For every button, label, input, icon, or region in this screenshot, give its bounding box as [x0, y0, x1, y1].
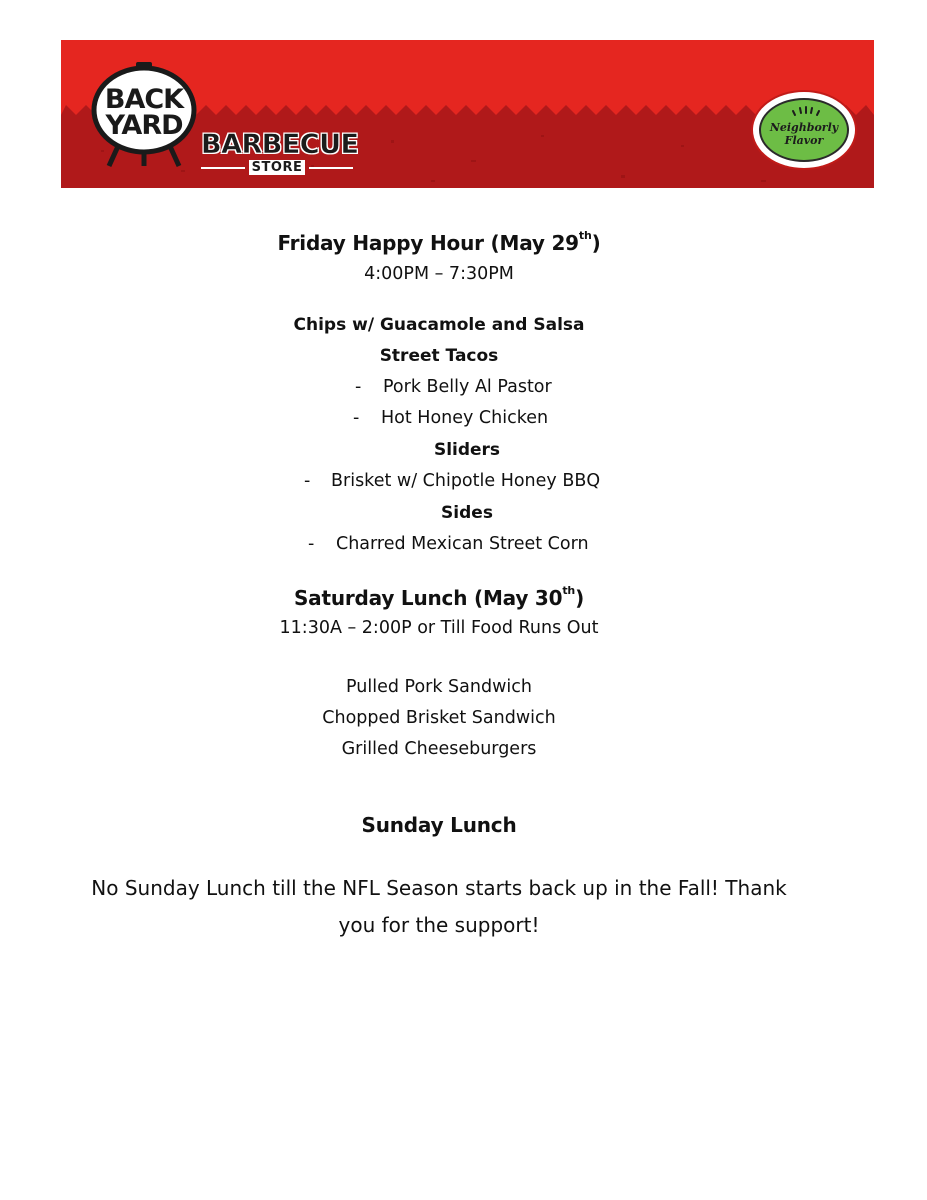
friday-title: Friday Happy Hour (May 29th)	[277, 229, 601, 255]
neighborly-flavor-badge	[753, 92, 855, 168]
list-item: Pulled Pork Sandwich	[346, 677, 532, 697]
list-item: - Hot Honey Chicken	[353, 408, 549, 428]
sunday-note-line2: you for the support!	[338, 913, 540, 937]
sunday-title: Sunday Lunch	[361, 813, 517, 837]
street-tacos-heading: Street Tacos	[379, 346, 499, 366]
logo-text-yard: YARD	[105, 110, 183, 141]
sliders-heading: Sliders	[433, 440, 501, 460]
badge-text-neighborly: Neighborly	[769, 121, 839, 134]
list-item: - Brisket w/ Chipotle Honey BBQ	[304, 471, 601, 491]
store-wordmark	[201, 129, 359, 175]
sunday-note-line1: No Sunday Lunch till the NFL Season starts back up in the Fall! Thank	[91, 876, 787, 900]
list-item: Chopped Brisket Sandwich	[322, 708, 556, 728]
friday-chips-item: Chips w/ Guacamole and Salsa	[293, 315, 585, 335]
header-banner	[61, 40, 874, 188]
saturday-hours: 11:30A – 2:00P or Till Food Runs Out	[279, 618, 599, 638]
sun-rays-icon	[791, 105, 821, 117]
list-item: Grilled Cheeseburgers	[341, 739, 537, 759]
list-item: - Pork Belly Al Pastor	[355, 377, 552, 397]
badge-text-flavor: Flavor	[784, 134, 824, 147]
store-name: BARBECUE	[201, 129, 359, 160]
logo-text-back: BACK	[104, 84, 184, 115]
friday-hours: 4:00PM – 7:30PM	[364, 264, 514, 284]
saturday-title: Saturday Lunch (May 30th)	[293, 584, 585, 610]
store-subtitle: STORE	[249, 160, 306, 175]
list-item: - Charred Mexican Street Corn	[308, 534, 589, 554]
sides-heading: Sides	[441, 503, 493, 523]
backyard-logo	[89, 62, 199, 168]
